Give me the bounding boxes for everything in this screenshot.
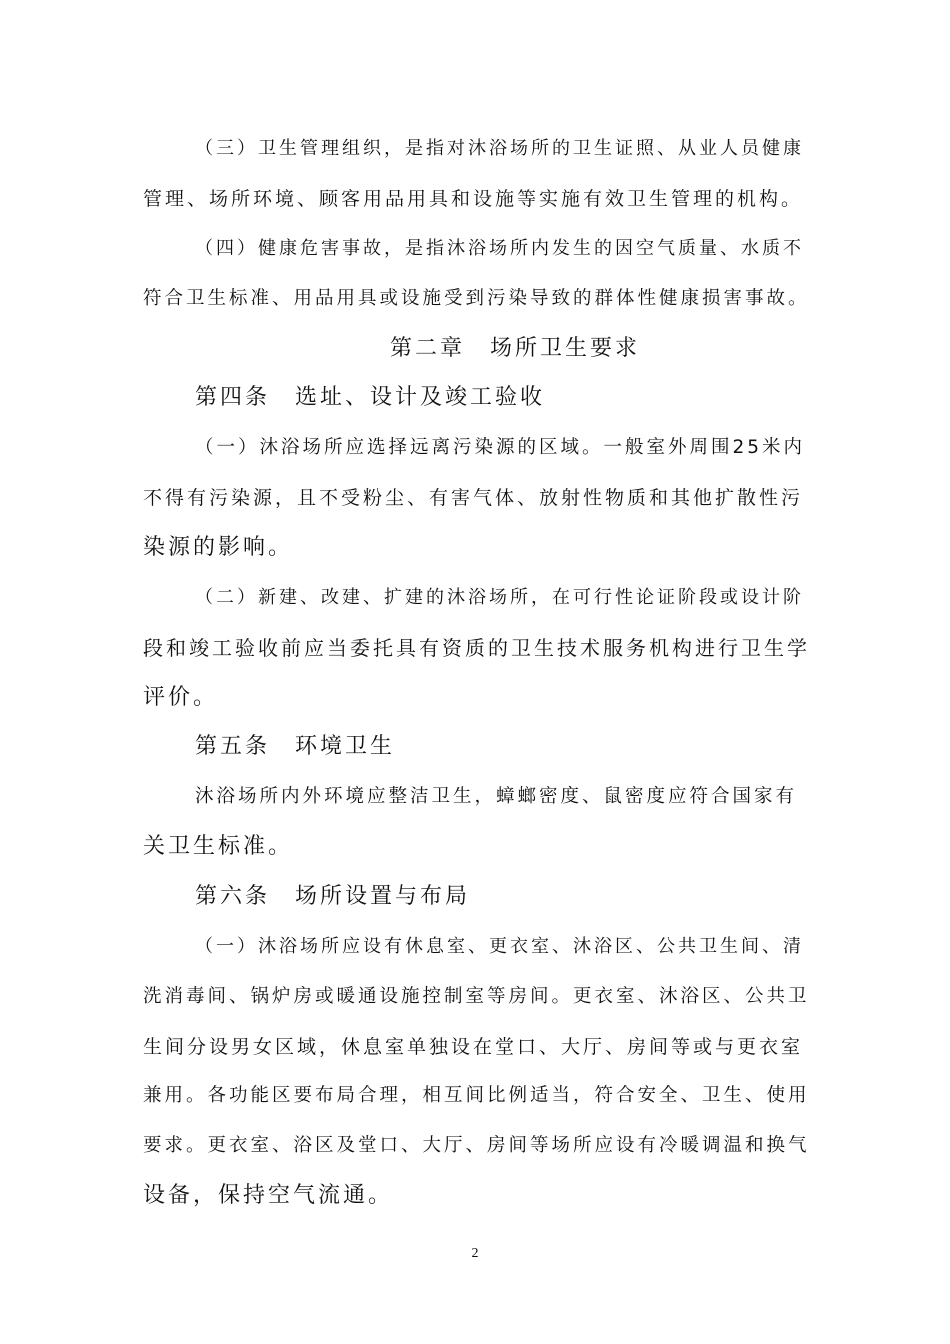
- article-heading: 第五条 环境卫生: [195, 734, 396, 759]
- text-line: 洗消毒间、锅炉房或暖通设施控制室等房间。更衣室、沐浴区、公共卫: [143, 986, 810, 1007]
- text-line: 段和竣工验收前应当委托具有资质的卫生技术服务机构进行卫生学: [143, 636, 810, 660]
- text-line: 染源的影响。: [143, 535, 294, 560]
- text-line: （四）健康危害事故，是指沐浴场所内发生的因空气质量、水质不: [195, 238, 804, 259]
- text-line: 生间分设男女区域，休息室单独设在堂口、大厅、房间等或与更衣室: [143, 1036, 804, 1058]
- text-line: （三）卫生管理组织，是指对沐浴场所的卫生证照、从业人员健康: [195, 138, 804, 159]
- text-line: 关卫生标准。: [143, 834, 294, 859]
- text-line: （一）沐浴场所应选择远离污染源的区域。一般室外周围25米内: [195, 437, 806, 458]
- text-line: 沐浴场所内外环境应整洁卫生，蟑螂密度、鼠密度应符合国家有: [195, 786, 798, 807]
- text-line: 符合卫生标准、用品用具或设施受到污染导致的群体性健康损害事故。: [143, 288, 810, 309]
- text-line: 不得有污染源，且不受粉尘、有害气体、放射性物质和其他扩散性污: [143, 487, 804, 509]
- text-line: 兼用。各功能区要布局合理，相互间比例适当，符合安全、卫生、使用: [143, 1085, 810, 1106]
- text-line: 设备，保持空气流通。: [143, 1183, 394, 1208]
- article-heading: 第四条 选址、设计及竣工验收: [195, 385, 546, 410]
- text-line: 评价。: [143, 685, 219, 710]
- chapter-heading: 第二章 场所卫生要求: [390, 336, 641, 361]
- text-line: 要求。更衣室、浴区及堂口、大厅、房间等场所应设有冷暖调温和换气: [143, 1135, 810, 1156]
- text-line: 管理、场所环境、顾客用品用具和设施等实施有效卫生管理的机构。: [143, 188, 804, 210]
- article-heading: 第六条 场所设置与布局: [195, 884, 471, 909]
- text-line: （二）新建、改建、扩建的沐浴场所，在可行性论证阶段或设计阶: [195, 587, 804, 608]
- text-line: （一）沐浴场所应设有休息室、更衣室、沐浴区、公共卫生间、清: [195, 936, 804, 957]
- page-number: 2: [471, 1246, 479, 1261]
